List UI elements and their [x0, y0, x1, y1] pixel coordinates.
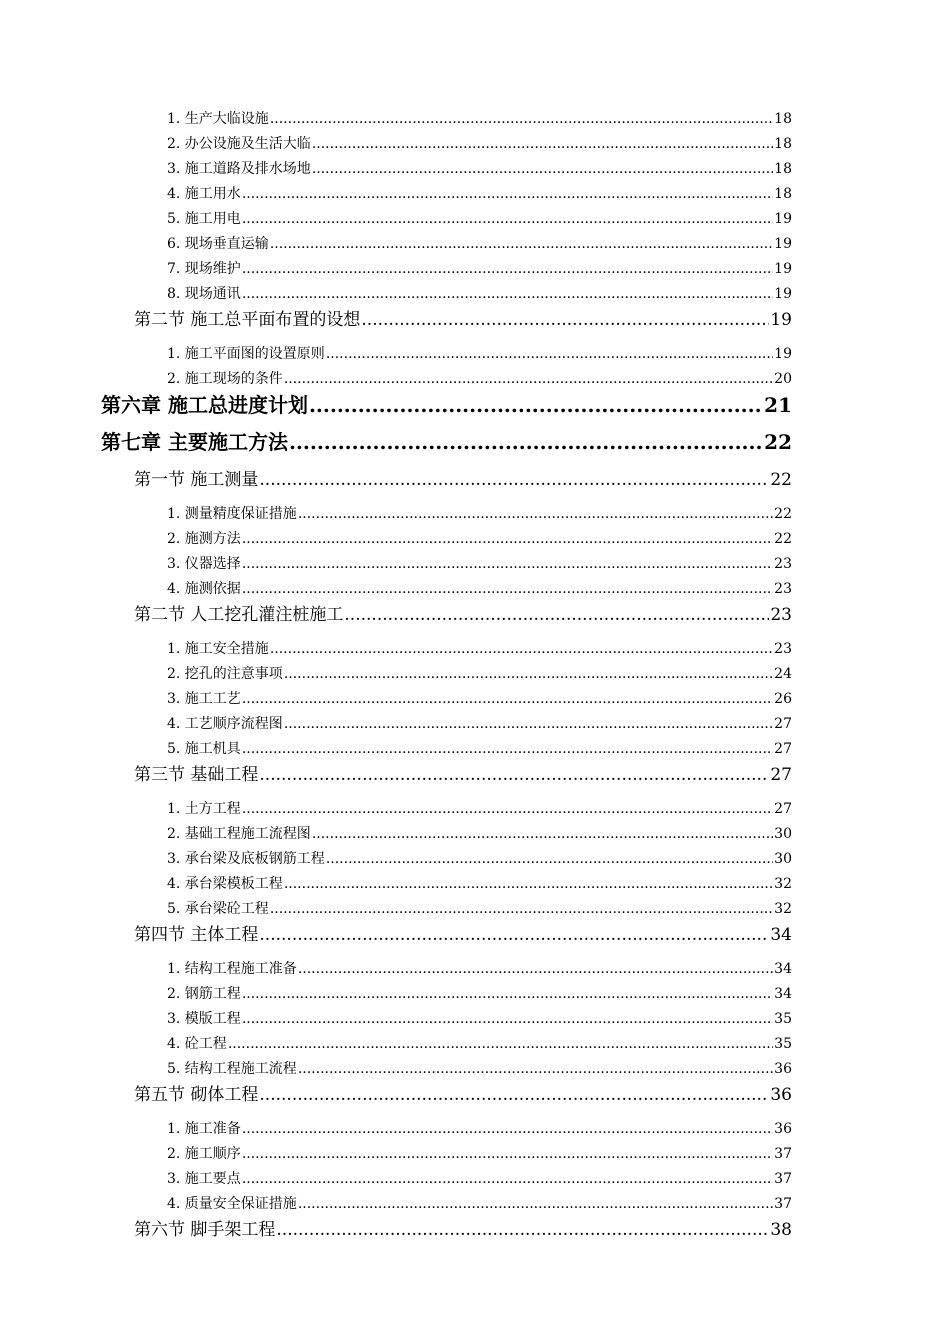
toc-entry-label: 第二节 人工挖孔灌注桩施工 — [134, 605, 344, 625]
toc-dot-leader — [309, 393, 763, 417]
toc-page-number: 18 — [774, 186, 792, 202]
toc-dot-leader — [242, 1011, 773, 1027]
toc-entry-label: 6. 现场垂直运输 — [167, 236, 269, 252]
toc-entry-label: 1. 施工平面图的设置原则 — [167, 346, 325, 362]
toc-entry-level-3[interactable] — [167, 208, 792, 228]
toc-page-number: 38 — [770, 1220, 792, 1240]
toc-entry-level-2[interactable] — [134, 760, 792, 785]
toc-page-number: 22 — [774, 506, 792, 522]
toc-entry-level-3[interactable] — [167, 1118, 792, 1138]
toc-entry-label: 第七章 主要施工方法 — [101, 430, 288, 454]
toc-page-number: 22 — [770, 470, 792, 490]
toc-page-number: 35 — [774, 1011, 792, 1027]
toc-dot-leader — [284, 876, 773, 892]
toc-entry-label: 第一节 施工测量 — [134, 470, 259, 490]
toc-entry-label: 5. 施工用电 — [167, 211, 241, 227]
toc-page-number: 19 — [774, 211, 792, 227]
toc-dot-leader — [242, 986, 773, 1002]
toc-entry-label: 第三节 基础工程 — [134, 765, 259, 785]
toc-entry-label: 1. 施工安全措施 — [167, 641, 269, 657]
toc-page-number: 24 — [774, 666, 792, 682]
toc-entry-label: 2. 办公设施及生活大临 — [167, 136, 311, 152]
toc-entry-level-3[interactable] — [167, 688, 792, 708]
toc-entry-level-3[interactable] — [167, 343, 792, 363]
toc-dot-leader — [242, 801, 773, 817]
toc-page-number: 27 — [774, 801, 792, 817]
toc-entry-label: 第二节 施工总平面布置的设想 — [134, 310, 361, 330]
toc-dot-leader — [326, 346, 773, 362]
toc-page-number: 32 — [774, 876, 792, 892]
toc-entry-level-3[interactable] — [167, 638, 792, 658]
toc-dot-leader — [270, 641, 773, 657]
toc-entry-label: 3. 施工道路及排水场地 — [167, 161, 311, 177]
toc-page-number: 36 — [770, 1085, 792, 1105]
toc-dot-leader — [259, 470, 769, 490]
toc-entry-level-2[interactable] — [134, 1215, 792, 1240]
toc-dot-leader — [242, 1171, 773, 1187]
toc-dot-leader — [242, 581, 773, 597]
toc-entry-level-3[interactable] — [167, 158, 792, 178]
toc-dot-leader — [270, 901, 773, 917]
toc-page-number: 37 — [774, 1146, 792, 1162]
toc-entry-label: 5. 施工机具 — [167, 741, 241, 757]
toc-entry-label: 4. 工艺顺序流程图 — [167, 716, 283, 732]
toc-page-number: 21 — [764, 393, 792, 417]
toc-dot-leader — [312, 161, 773, 177]
toc-entry-level-3[interactable] — [167, 503, 792, 523]
toc-entry-label: 第四节 主体工程 — [134, 925, 259, 945]
toc-entry-label: 第五节 砌体工程 — [134, 1085, 259, 1105]
toc-entry-label: 第六章 施工总进度计划 — [101, 393, 308, 417]
toc-entry-label: 3. 施工工艺 — [167, 691, 241, 707]
toc-dot-leader — [270, 236, 773, 252]
toc-dot-leader — [284, 666, 773, 682]
toc-entry-level-3[interactable] — [167, 798, 792, 818]
toc-dot-leader — [344, 605, 769, 625]
toc-page-number: 26 — [774, 691, 792, 707]
toc-entry-level-2[interactable] — [134, 920, 792, 945]
toc-dot-leader — [228, 1036, 773, 1052]
toc-entry-level-3[interactable] — [167, 133, 792, 153]
toc-entry-level-3[interactable] — [167, 848, 792, 868]
toc-page-number: 19 — [770, 310, 792, 330]
toc-dot-leader — [242, 186, 773, 202]
toc-page-number: 23 — [774, 581, 792, 597]
toc-entry-label: 2. 施工顺序 — [167, 1146, 241, 1162]
toc-page-number: 18 — [774, 161, 792, 177]
toc-entry-label: 3. 施工要点 — [167, 1171, 241, 1187]
toc-entry-label: 5. 结构工程施工流程 — [167, 1061, 297, 1077]
toc-entry-label: 3. 模版工程 — [167, 1011, 241, 1027]
toc-page-number: 27 — [774, 741, 792, 757]
toc-page-number: 36 — [774, 1061, 792, 1077]
toc-page-number: 20 — [774, 371, 792, 387]
toc-dot-leader — [242, 691, 773, 707]
toc-page-number: 37 — [774, 1196, 792, 1212]
toc-entry-label: 2. 基础工程施工流程图 — [167, 826, 311, 842]
toc-dot-leader — [242, 286, 773, 302]
toc-entry-level-2[interactable] — [134, 1080, 792, 1105]
toc-page-number: 19 — [774, 236, 792, 252]
toc-page-number: 22 — [764, 430, 792, 454]
toc-page-number: 23 — [774, 556, 792, 572]
toc-page-number: 27 — [774, 716, 792, 732]
toc-entry-level-2[interactable] — [134, 305, 792, 330]
toc-entry-label: 2. 施工现场的条件 — [167, 371, 283, 387]
toc-dot-leader — [276, 1220, 769, 1240]
toc-entry-level-3[interactable] — [167, 578, 792, 598]
toc-entry-level-3[interactable] — [167, 873, 792, 893]
toc-dot-leader — [326, 851, 773, 867]
toc-entry-label: 1. 测量精度保证措施 — [167, 506, 297, 522]
toc-entry-level-3[interactable] — [167, 183, 792, 203]
toc-entry-label: 2. 挖孔的注意事项 — [167, 666, 283, 682]
toc-dot-leader — [298, 506, 773, 522]
toc-entry-level-3[interactable] — [167, 983, 792, 1003]
toc-page-number: 32 — [774, 901, 792, 917]
toc-page-number: 19 — [774, 346, 792, 362]
toc-dot-leader — [242, 531, 773, 547]
toc-dot-leader — [298, 1196, 773, 1212]
toc-page-number: 30 — [774, 826, 792, 842]
toc-entry-level-3[interactable] — [167, 528, 792, 548]
toc-entry-level-3[interactable] — [167, 713, 792, 733]
toc-entry-label: 5. 承台梁砼工程 — [167, 901, 269, 917]
toc-dot-leader — [284, 371, 773, 387]
toc-page-number: 19 — [774, 286, 792, 302]
toc-dot-leader — [242, 211, 773, 227]
toc-entry-label: 4. 施工用水 — [167, 186, 241, 202]
toc-dot-leader — [259, 765, 769, 785]
toc-entry-label: 1. 土方工程 — [167, 801, 241, 817]
toc-dot-leader — [270, 111, 773, 127]
toc-entry-level-3[interactable] — [167, 958, 792, 978]
toc-entry-label: 第六节 脚手架工程 — [134, 1220, 276, 1240]
toc-entry-label: 1. 施工准备 — [167, 1121, 241, 1137]
toc-entry-level-3[interactable] — [167, 553, 792, 573]
toc-dot-leader — [242, 1121, 773, 1137]
toc-page-number: 19 — [774, 261, 792, 277]
toc-entry-level-2[interactable] — [134, 465, 792, 490]
toc-dot-leader — [242, 741, 773, 757]
toc-entry-label: 1. 结构工程施工准备 — [167, 961, 297, 977]
toc-entry-level-1[interactable] — [101, 389, 792, 418]
toc-entry-level-3[interactable] — [167, 1008, 792, 1028]
toc-entry-level-3[interactable] — [167, 368, 792, 388]
toc-entry-level-3[interactable] — [167, 1058, 792, 1078]
toc-dot-leader — [284, 716, 773, 732]
toc-page-number: 27 — [770, 765, 792, 785]
toc-entry-level-3[interactable] — [167, 1143, 792, 1163]
toc-entry-level-3[interactable] — [167, 258, 792, 278]
toc-entry-label: 4. 质量安全保证措施 — [167, 1196, 297, 1212]
toc-entry-label: 8. 现场通讯 — [167, 286, 241, 302]
toc-dot-leader — [259, 1085, 769, 1105]
toc-entry-level-3[interactable] — [167, 898, 792, 918]
toc-dot-leader — [312, 826, 773, 842]
toc-entry-level-3[interactable] — [167, 1193, 792, 1213]
toc-page-number: 36 — [774, 1121, 792, 1137]
toc-page-number: 35 — [774, 1036, 792, 1052]
toc-page-number: 34 — [774, 961, 792, 977]
toc-page-number: 18 — [774, 136, 792, 152]
toc-entry-level-1[interactable] — [101, 426, 792, 455]
toc-entry-level-3[interactable] — [167, 1033, 792, 1053]
toc-entry-level-3[interactable] — [167, 1168, 792, 1188]
toc-entry-label: 4. 砼工程 — [167, 1036, 227, 1052]
toc-entry-level-3[interactable] — [167, 283, 792, 303]
toc-entry-label: 4. 施测依据 — [167, 581, 241, 597]
toc-page-number: 23 — [770, 605, 792, 625]
toc-page-number: 18 — [774, 111, 792, 127]
toc-entry-label: 4. 承台梁模板工程 — [167, 876, 283, 892]
toc-dot-leader — [289, 430, 763, 454]
toc-page-number: 30 — [774, 851, 792, 867]
toc-page-number: 34 — [770, 925, 792, 945]
toc-entry-level-3[interactable] — [167, 823, 792, 843]
toc-entry-level-2[interactable] — [134, 600, 792, 625]
toc-entry-label: 3. 承台梁及底板钢筋工程 — [167, 851, 325, 867]
toc-entry-label: 2. 钢筋工程 — [167, 986, 241, 1002]
toc-entry-label: 3. 仪器选择 — [167, 556, 241, 572]
toc-entry-level-3[interactable] — [167, 233, 792, 253]
toc-page-number: 37 — [774, 1171, 792, 1187]
toc-dot-leader — [259, 925, 769, 945]
toc-entry-level-3[interactable] — [167, 108, 792, 128]
toc-dot-leader — [242, 556, 773, 572]
toc-entry-label: 2. 施测方法 — [167, 531, 241, 547]
toc-dot-leader — [242, 261, 773, 277]
toc-dot-leader — [361, 310, 769, 330]
toc-dot-leader — [298, 1061, 773, 1077]
toc-page-number: 22 — [774, 531, 792, 547]
toc-entry-level-3[interactable] — [167, 738, 792, 758]
toc-dot-leader — [298, 961, 773, 977]
toc-entry-label: 1. 生产大临设施 — [167, 111, 269, 127]
toc-dot-leader — [312, 136, 773, 152]
toc-dot-leader — [242, 1146, 773, 1162]
toc-entry-label: 7. 现场维护 — [167, 261, 241, 277]
toc-entry-level-3[interactable] — [167, 663, 792, 683]
toc-page-number: 34 — [774, 986, 792, 1002]
toc-page-number: 23 — [774, 641, 792, 657]
